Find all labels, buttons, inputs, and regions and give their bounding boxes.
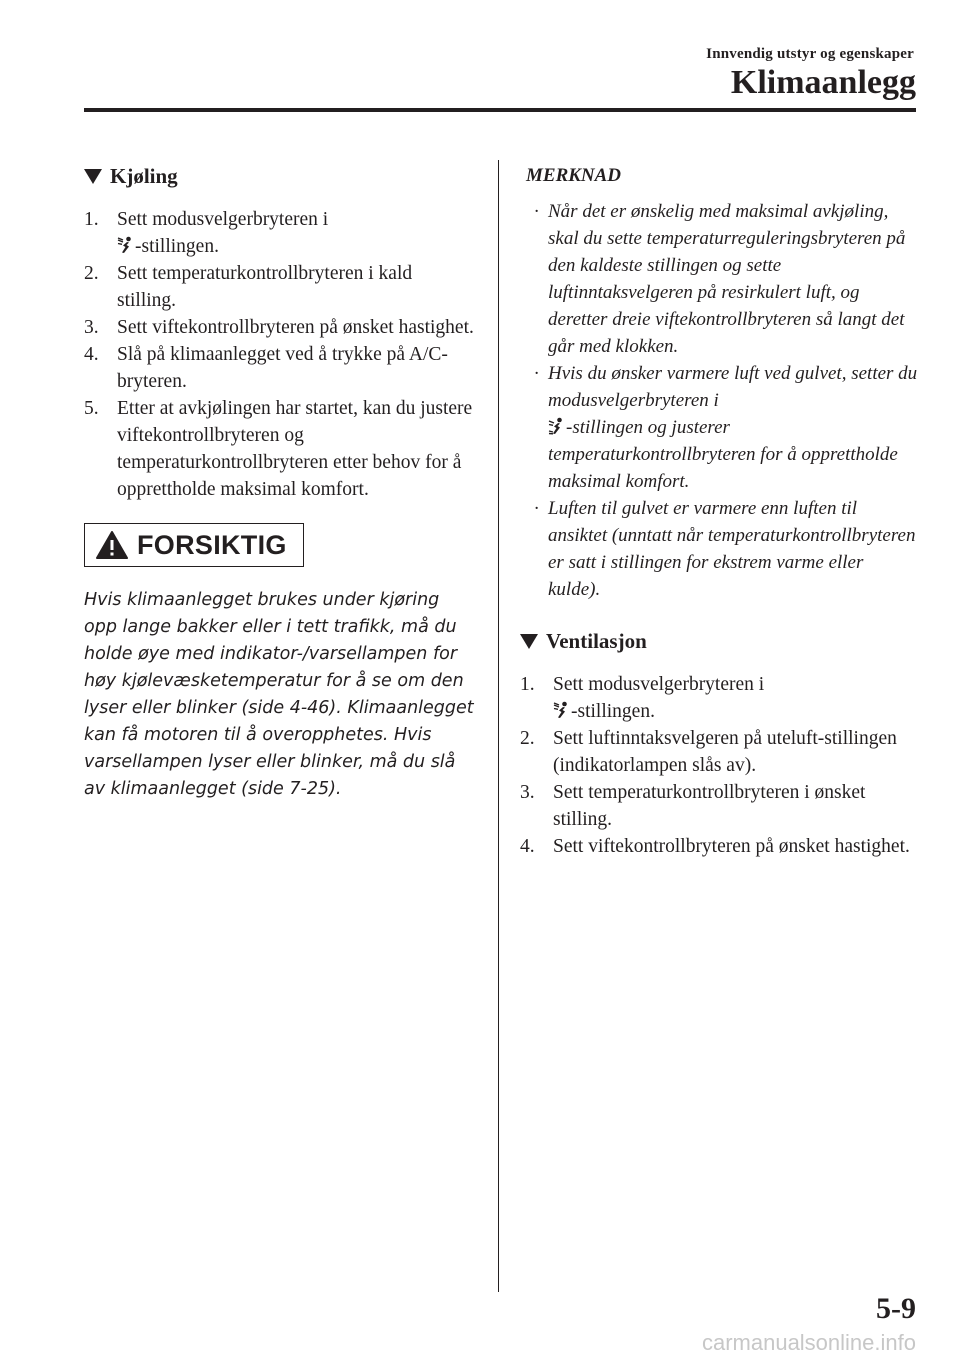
list-item bbox=[84, 206, 476, 260]
header-rule bbox=[84, 108, 916, 112]
column-divider bbox=[498, 160, 499, 1292]
note-text: Når det er ønskelig med maksimal avkjøling, skal du sette temperaturreguleringsbryteren på den kaldeste stillingen og sette luftinntaksvelgeren på resirkulert luft, og deretter dreie viftekontrollbryteren så langt det går med klokken. bbox=[548, 201, 906, 357]
left-column bbox=[84, 160, 476, 803]
step-text: Sett temperaturkontrollbryteren i kald stilling. bbox=[117, 263, 413, 311]
step-text-cont: -stillingen. bbox=[571, 701, 655, 722]
list-item bbox=[84, 341, 476, 395]
note-heading: MERKNAD bbox=[526, 165, 622, 186]
step-text: Sett viftekontrollbryteren på ønsket hastighet. bbox=[117, 317, 474, 338]
note-text: Luften til gulvet er varmere enn luften til ansiktet (unntatt når temperaturkontrollbryteren er satt i stillingen for ekstrem varme eller kulde). bbox=[548, 498, 916, 600]
triangle-marker-icon bbox=[84, 169, 102, 184]
step-number: 5. bbox=[84, 398, 99, 419]
list-item bbox=[84, 314, 476, 341]
page-number: 5-9 bbox=[876, 1292, 916, 1325]
step-number: 3. bbox=[520, 782, 535, 803]
step-number: 3. bbox=[84, 317, 99, 338]
step-text: Etter at avkjølingen har startet, kan du justere viftekontrollbryteren og temperaturkontrollbryteren etter behov for å opprettholde maksimal komfort. bbox=[117, 398, 473, 500]
ventilation-heading bbox=[520, 625, 920, 657]
step-text: Sett temperaturkontrollbryteren i ønsket stilling. bbox=[553, 782, 866, 830]
step-number: 4. bbox=[84, 344, 99, 365]
bullet-icon: · bbox=[534, 363, 539, 384]
caution-box bbox=[84, 523, 304, 567]
right-column bbox=[520, 160, 920, 860]
chapter-subtitle: Innvendig utstyr og egenskaper bbox=[706, 46, 914, 62]
step-text: Sett viftekontrollbryteren på ønsket hastighet. bbox=[553, 836, 910, 857]
list-item bbox=[520, 671, 920, 725]
cooling-heading bbox=[84, 160, 476, 192]
ventilation-heading-text: Ventilasjon bbox=[546, 628, 647, 653]
step-number: 2. bbox=[84, 263, 99, 284]
bullet-icon: · bbox=[534, 498, 539, 519]
list-item bbox=[520, 833, 920, 860]
list-item bbox=[520, 779, 920, 833]
ventilation-steps bbox=[520, 671, 920, 860]
caution-label: FORSIKTIG bbox=[137, 529, 287, 560]
list-item bbox=[520, 725, 920, 779]
cooling-steps bbox=[84, 206, 476, 503]
cooling-heading-text: Kjøling bbox=[110, 163, 178, 188]
step-number: 4. bbox=[520, 836, 535, 857]
note-text: Hvis du ønsker varmere luft ved gulvet, setter du modusvelgerbryteren i bbox=[548, 363, 918, 411]
warning-triangle-icon bbox=[95, 530, 129, 560]
watermark: carmanualsonline.info bbox=[701, 1330, 916, 1355]
page-title: Klimaanlegg bbox=[730, 64, 916, 101]
step-number: 2. bbox=[520, 728, 535, 749]
note-list bbox=[520, 198, 920, 603]
list-item bbox=[520, 198, 920, 360]
bullet-icon: · bbox=[534, 201, 539, 222]
step-number: 1. bbox=[520, 674, 535, 695]
face-vent-mode-icon bbox=[553, 701, 571, 719]
face-vent-mode-icon bbox=[117, 236, 135, 254]
note-text-cont: -stillingen og justerer temperaturkontrollbryteren for å opprettholde maksimal komfort. bbox=[548, 417, 898, 492]
step-text: Sett modusvelgerbryteren i bbox=[117, 209, 329, 230]
list-item bbox=[84, 395, 476, 503]
caution-text: Hvis klimaanlegget brukes under kjøring opp lange bakker eller i tett trafikk, må du holde øye med indikator-/varsellampen for høy kjølevæsketemperatur for å se om den lyser eller blinker (side 4-46). Klimaanlegget kan få motoren til å overopphetes. Hvis varsellampen lyser eller blinker, må du slå av klimaanlegget (side 7-25). bbox=[84, 590, 474, 799]
list-item bbox=[520, 360, 920, 495]
step-text: Slå på klimaanlegget ved å trykke på A/C-bryteren. bbox=[117, 344, 448, 392]
face-floor-mode-icon bbox=[548, 417, 566, 435]
triangle-marker-icon bbox=[520, 634, 538, 649]
step-text: Sett modusvelgerbryteren i bbox=[553, 674, 765, 695]
list-item bbox=[84, 260, 476, 314]
step-text: Sett luftinntaksvelgeren på uteluft-stillingen (indikatorlampen slås av). bbox=[553, 728, 897, 776]
step-text-cont: -stillingen. bbox=[135, 236, 219, 257]
list-item bbox=[520, 495, 920, 603]
step-number: 1. bbox=[84, 209, 99, 230]
